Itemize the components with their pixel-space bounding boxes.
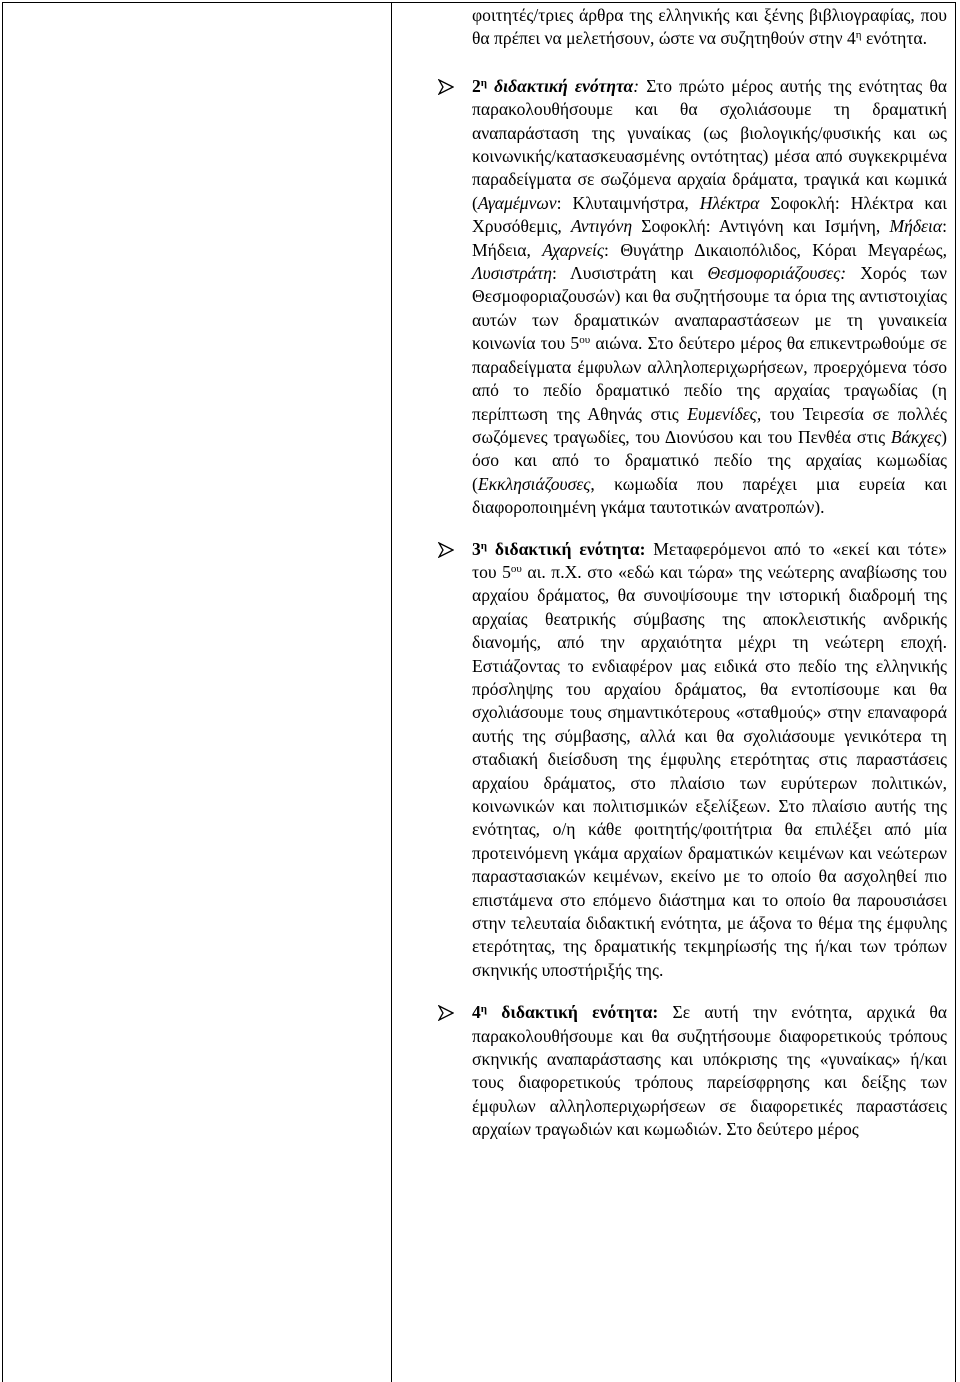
- arrowhead-bullet-icon: [438, 1005, 454, 1021]
- arrowhead-bullet-icon: [438, 79, 454, 95]
- unit-2-heading: $2^\eta$ διδακτική ενότητα: [472, 75, 634, 96]
- unit-2-item: [472, 75, 947, 520]
- unit-3-heading: $3^\eta$ διδακτική ενότητα:: [472, 538, 646, 559]
- unit-4-heading: $4^\eta$ διδακτική ενότητα:: [472, 1002, 659, 1023]
- arrowhead-bullet-icon: [438, 542, 454, 558]
- unit-4-paragraph: $4^\eta$ διδακτική ενότητα: Σε αυτή την ενότητα, αρχικά θα παρακολουθήσουμε και θα συζητήσουμε διαφορετικούς τρόπους σκηνικής αναπαράστασης και υπόκρισης της «γυναίκας» ή/και τους διαφορετικούς τρόπους παρείσφρησης και δείξης των έμφυλων αλληλοπεριχωρήσεων σε διαφορετικές παραστάσεις αρχαίων τραγωδιών και κωμωδιών. Στο δεύτερο μέρος: [472, 1002, 948, 1140]
- text-column: [472, 1, 947, 1142]
- table-column-divider: [391, 2, 392, 1382]
- unit-4-item: [472, 1001, 947, 1141]
- unit-3-paragraph: $3^\eta$ διδακτική ενότητα: Μεταφερόμενοι από το «εκεί και τότε» του $5^{o\upsilon}$ αι. π.Χ. στο «εδώ και τώρα» της νεώτερης αναβίωσης του αρχαίου δράματος, θα συνοψίσουμε την ιστορική διαδρομή της αρχαίας θεατρικής σύμβασης της αποκλειστικής ανδρικής διανομής, από την αρχαιότητα μέχρι τη νεώτερη εποχή. Εστιάζοντας το ενδιαφέρον μας ειδικά στο πεδίο της ελληνικής πρόσληψης του αρχαίου δράματος, θα εντοπίσουμε και θα σχολιάσουμε τους σημαντικότερους «σταθμούς» στην επαναφορά αυτής της σύμβασης, αλλά και θα σχολιάσουμε γενικότερα τη σταδιακή διείσδυση της έμφυλης ετερότητας στις παραστάσεις αρχαίου δράματος, στο πλαίσιο των ευρύτερων πολιτικών, κοινωνικών και πολιτισμικών εξελίξεων. Στο πλαίσιο αυτής της ενότητας, ο/η κάθε φοιτητής/φοιτήτρια θα επιλέξει από μία προτεινόμενη γκάμα αρχαίων δραματικών κειμένων και νεώτερων παραστασιακών κειμένων, εκείνο με το οποίο θα ασχοληθεί πιο επιστάμενα στο επόμενο διάστημα και το οποίο θα παρουσιάσει στην τελευταία διδακτική ενότητα, με άξονα το θέμα της έμφυλης ετερότητας, της δραματικής τεκμηρίωσής της ή/και των τρόπων σκηνικής υποστήριξής της.: [472, 538, 947, 980]
- unit-3-item: [472, 538, 947, 983]
- intro-paragraph: φοιτητές/τριες άρθρα της ελληνικής και ξένης βιβλιογραφίας, που θα πρέπει να μελετήσουν, ώστε να συζητηθούν στην $4^\eta$ ενότητα.: [472, 5, 947, 49]
- unit-2-paragraph: $2^\eta$ διδακτική ενότητα: Στο πρώτο μέρος αυτής της ενότητας θα παρακολουθήσουμε και θα σχολιάσουμε τη δραματική αναπαράσταση της γυναίκας (ως βιολογικής/φυσικής και ως κοινωνικής/κατασκευασμένης οντότητας) μέσα από συγκεκριμένα παραδείγματα σε σωζόμενα αρχαία δράματα, τραγικά και κωμικά (Αγαμέμνων: Κλυταιμνήστρα, Ηλέκτρα Σοφοκλή: Ηλέκτρα και Χρυσόθεμις, Αντιγόνη Σοφοκλή: Αντιγόνη και Ισμήνη, Μήδεια: Μήδεια, Αχαρνείς: Θυγάτηρ Δικαιοπόλιδος, Κόραι Μεγαρέως, Λυσιστράτη: Λυσιστράτη και Θεσμοφοριάζουσες: Χορός των Θεσμοφοριαζουσών) και θα συζητήσουμε τα όρια της αντιστοιχίας αυτών των δραματικών αναπαραστάσεων με τη γυναικεία κοινωνία του $5^{o\upsilon}$ αιώνα. Στο δεύτερο μέρος θα επικεντρωθούμε σε παραδείγματα έμφυλων αλληλοπεριχωρήσεων, προερχόμενα τόσο από το πεδίο δραματικό πεδίο της αρχαίας τραγωδίας (η περίπτωση της Αθηνάς στις Ευμενίδες, του Τειρεσία σε πολλές σωζόμενες τραγωδίες, του Διονύσου και του Πενθέα στις Βάκχες) όσο και από το δραματικό πεδίο της αρχαίας κωμωδίας (Εκκλησιάζουσες, κωμωδία που παρέχει μια ευρεία και διαφοροποιημένη γκάμα ταυτοτικών ανατροπών).: [472, 75, 948, 518]
